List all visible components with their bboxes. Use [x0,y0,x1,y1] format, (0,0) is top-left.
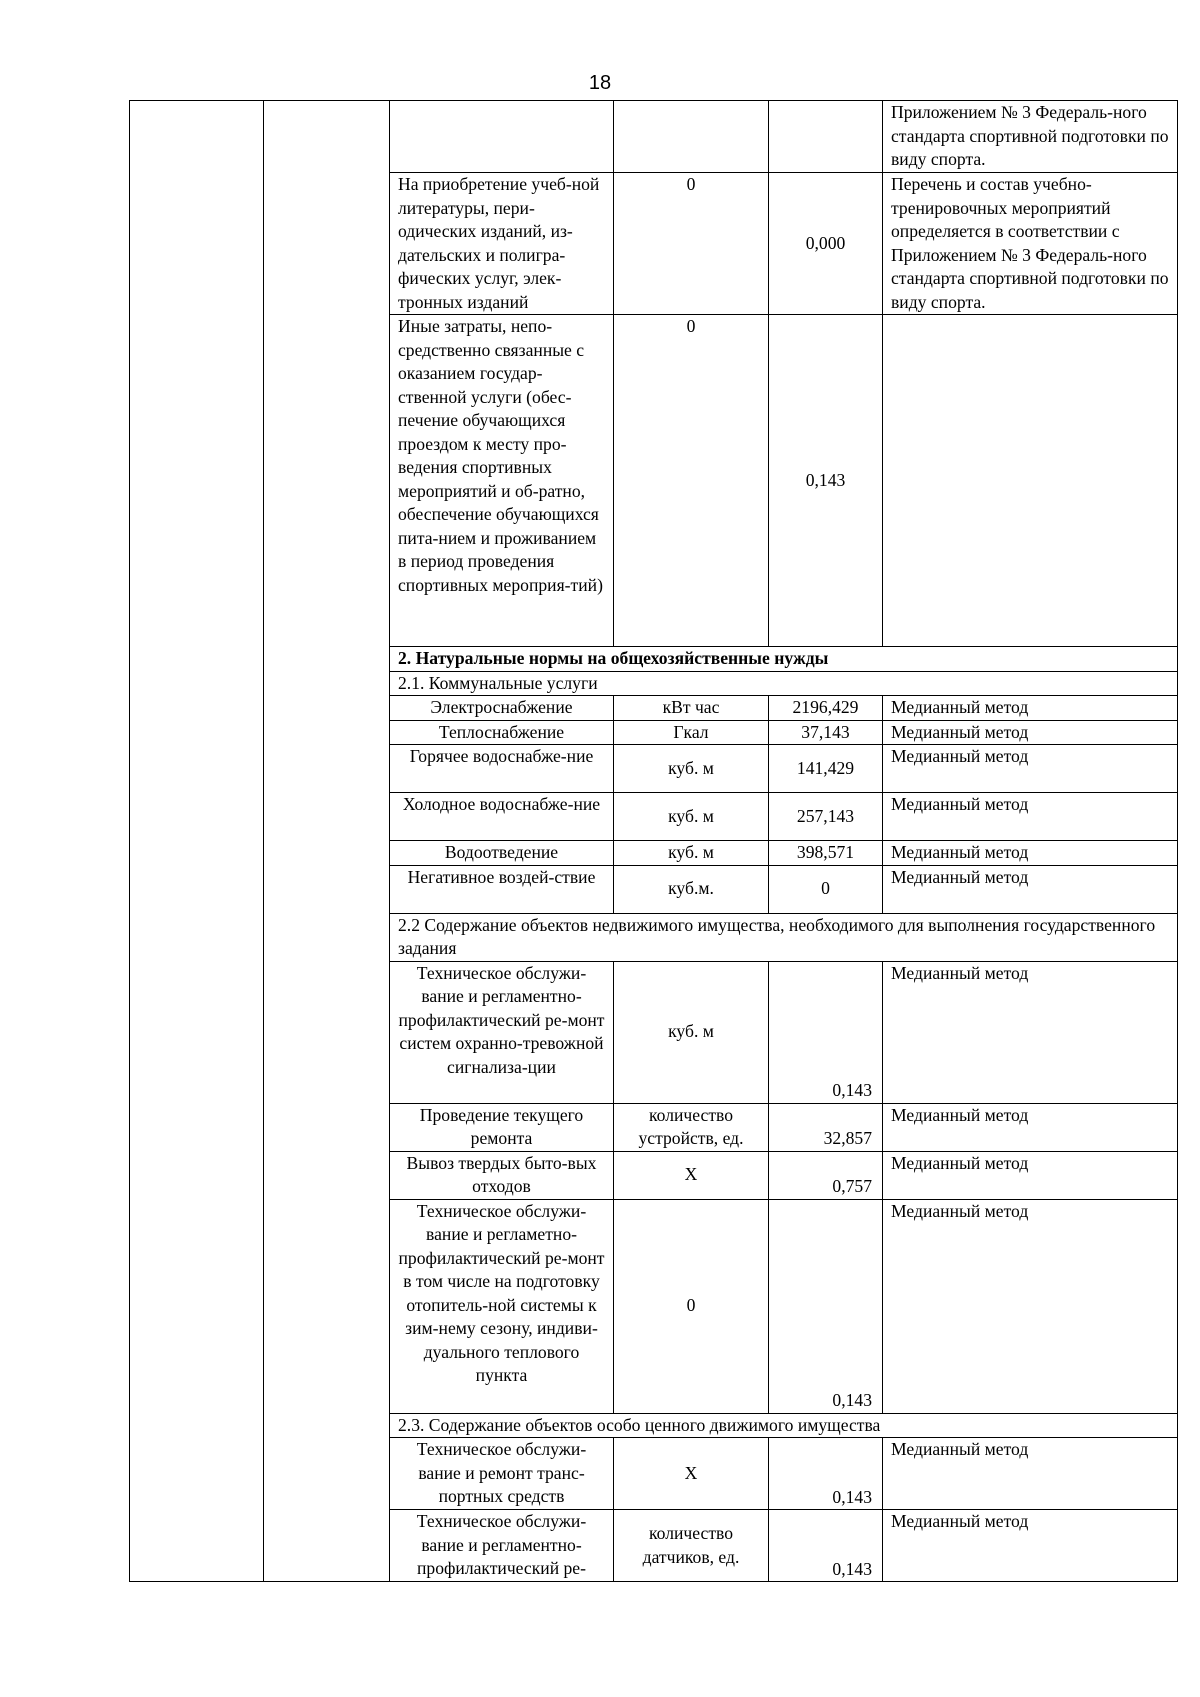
cell-note: Медианный метод [883,1510,1178,1582]
cell-note: Медианный метод [883,961,1178,1103]
cell-unit: кВт час [614,696,769,721]
cell-name: Иные затраты, непо-средственно связанные с оказанием государ-ственной услуги (обес-печение обучающихся проездом к месту про-ведения спортивных мероприятий и об-ратно, обеспечение обучающихся пита-нием и проживанием в период проведения спортивных мероприя-тий) [390,315,614,647]
cell-unit: куб. м [614,745,769,793]
cell-unit: Х [614,1151,769,1199]
cell-unit-text: 0 [686,316,696,336]
blank-column-2 [264,101,390,1582]
cell-value: 0,143 [769,1199,883,1413]
cell-value: 0,143 [769,961,883,1103]
subsection-2-3-title: 2.3. Содержание объектов особо ценного движимого имущества [390,1413,1178,1438]
cell-note: Медианный метод [883,793,1178,841]
cell-unit: куб. м [614,841,769,866]
subsection-2-1-title: 2.1. Коммунальные услуги [390,671,1178,696]
cell-unit [614,101,769,173]
cell-value: 0,000 [769,173,883,315]
cell-name: Горячее водоснабже-ние [390,745,614,793]
cell-value: 0,143 [769,315,883,647]
cell-name: Техническое обслужи-вание и ремонт транс-портных средств [390,1438,614,1510]
section-2-title: 2. Натуральные нормы на общехозяйственные нужды [390,647,1178,672]
cell-name: Техническое обслужи-вание и регламентно-профилактический ре-монт систем охранно-тревожной сигнализа-ции [390,961,614,1103]
cell-name: Техническое обслужи-вание и регламетно-профилактический ре-монт в том числе на подготовку отопитель-ной системы к зим-нему сезону, индиви-дуального теплового пункта [390,1199,614,1413]
cell-unit [614,173,769,315]
cell-value: 32,857 [769,1103,883,1151]
cell-name: На приобретение учеб-ной литературы, пери-одических изданий, из-дательских и полигра-фических услуг, элек-тронных изданий [390,173,614,315]
cell-value [769,101,883,173]
cell-name: Негативное воздей-ствие [390,865,614,913]
cell-note: Медианный метод [883,720,1178,745]
cell-note: Медианный метод [883,1103,1178,1151]
table-row [130,101,1178,173]
cell-note: Медианный метод [883,841,1178,866]
cell-note [883,315,1178,647]
cell-note: Медианный метод [883,745,1178,793]
subsection-2-2-title: 2.2 Содержание объектов недвижимого имущества, необходимого для выполнения государственного задания [390,913,1178,961]
cell-name: Водоотведение [390,841,614,866]
cell-value: 257,143 [769,793,883,841]
cell-value: 0,143 [769,1510,883,1582]
cell-note: Перечень и состав учебно-тренировочных мероприятий определяется в соответствии с Приложением № 3 Федераль-ного стандарта спортивной подготовки по виду спорта. [883,173,1178,315]
cell-unit: 0 [614,1199,769,1413]
cell-unit: Х [614,1438,769,1510]
cell-name [390,101,614,173]
cell-name: Холодное водоснабже-ние [390,793,614,841]
norms-table [129,100,1178,1582]
cell-note: Приложением № 3 Федераль-ного стандарта спортивной подготовки по виду спорта. [883,101,1178,173]
cell-note: Медианный метод [883,865,1178,913]
cell-note: Медианный метод [883,1438,1178,1510]
cell-note: Медианный метод [883,1199,1178,1413]
cell-name: Вывоз твердых быто-вых отходов [390,1151,614,1199]
cell-unit: куб.м. [614,865,769,913]
cell-unit [614,315,769,647]
cell-name: Теплоснабжение [390,720,614,745]
cell-note: Медианный метод [883,1151,1178,1199]
cell-note: Медианный метод [883,696,1178,721]
cell-unit: Гкал [614,720,769,745]
cell-value: 37,143 [769,720,883,745]
cell-name: Проведение текущего ремонта [390,1103,614,1151]
cell-unit: куб. м [614,793,769,841]
cell-unit: куб. м [614,961,769,1103]
cell-name: Техническое обслужи-вание и регламентно-профилактический ре- [390,1510,614,1582]
page-number: 18 [588,72,612,94]
cell-name: Электроснабжение [390,696,614,721]
cell-unit: количество устройств, ед. [614,1103,769,1151]
cell-value: 0,143 [769,1438,883,1510]
cell-unit: количество датчиков, ед. [614,1510,769,1582]
cell-value: 141,429 [769,745,883,793]
cell-value: 0 [769,865,883,913]
cell-value: 0,757 [769,1151,883,1199]
blank-column-1 [130,101,264,1582]
cell-value: 398,571 [769,841,883,866]
cell-value: 2196,429 [769,696,883,721]
cell-unit-text: 0 [686,174,696,194]
